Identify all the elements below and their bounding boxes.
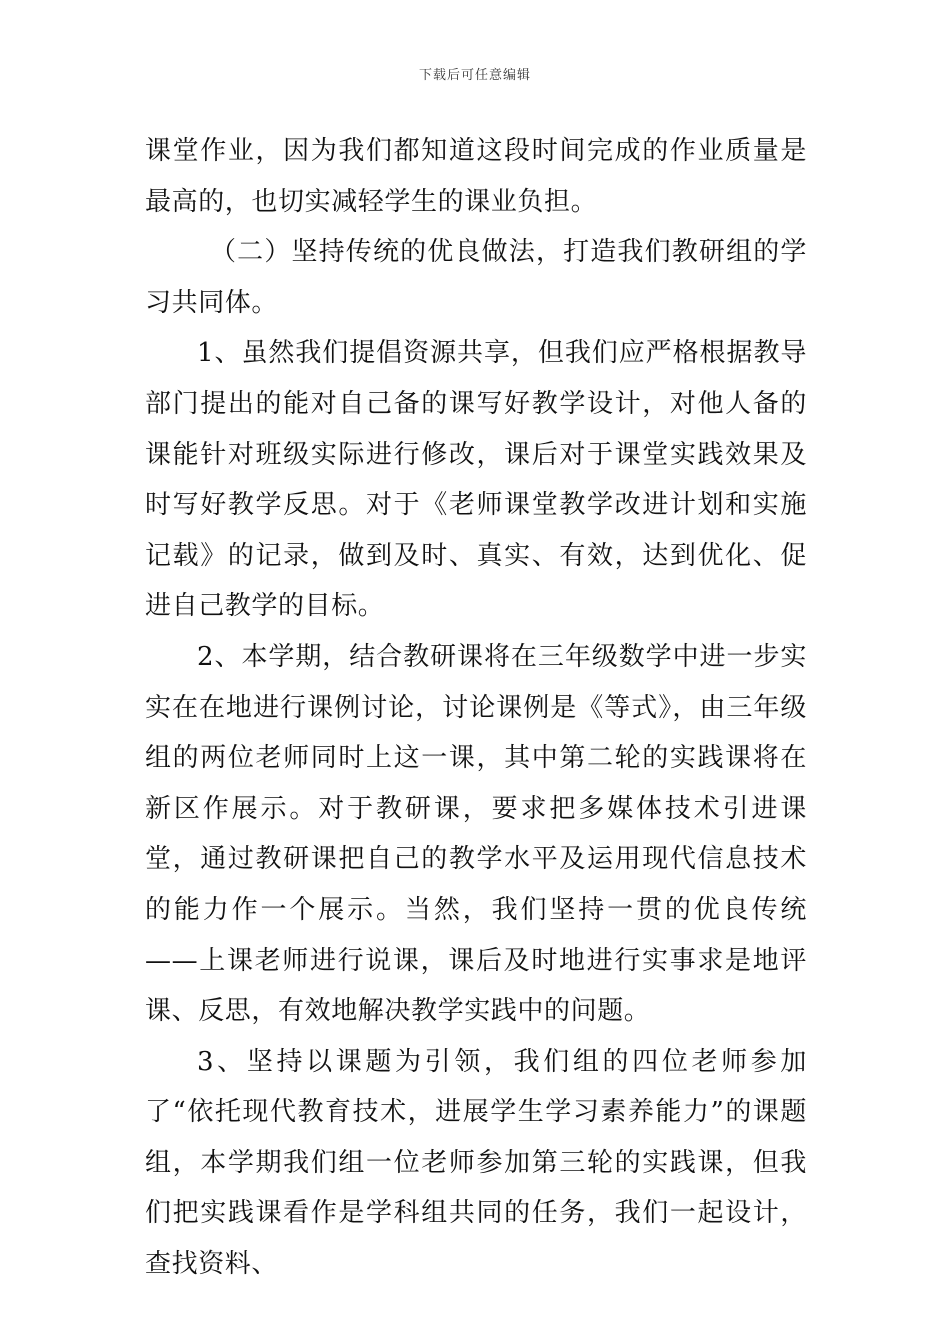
paragraph-item-3: 3、坚持以课题为引领，我们组的四位老师参加了“依托现代教育技术，进展学生学习素养能力”的课题组，本学期我们组一位老师参加第三轮的实践课，但我们把实践课看作是学科组共同的任务，我们一起设计，查找资料、 [145,1046,807,1280]
section-heading: （二）坚持传统的优良做法，打造我们教研组的学习共同体。 [145,237,807,318]
paragraph-continuation: 课堂作业，因为我们都知道这段时间完成的作业质量是最高的，也切实减轻学生的课业负担。 [145,136,807,217]
page-header: 下载后可任意编辑 [418,68,531,83]
paragraph-item-1: 1、虽然我们提倡资源共享，但我们应严格根据教导部门提出的能对自己备的课写好教学设计，对他人备的课能针对班级实际进行修改，课后对于课堂实践效果及时写好教学反思。对于《老师课堂教学改进计划和实施记载》的记录，做到及时、真实、有效，达到优化、促进自己教学的目标。 [145,338,807,622]
document-body [145,126,807,1290]
paragraph-item-2: 2、本学期，结合教研课将在三年级数学中进一步实实在在地进行课例讨论，讨论课例是《等式》，由三年级组的两位老师同时上这一课，其中第二轮的实践课将在新区作展示。对于教研课，要求把多媒体技术引进课堂，通过教研课把自己的教学水平及运用现代信息技术的能力作一个展示。当然，我们坚持一贯的优良传统——上课老师进行说课，课后及时地进行实事求是地评课、反思，有效地解决教学实践中的问题。 [145,641,807,1027]
